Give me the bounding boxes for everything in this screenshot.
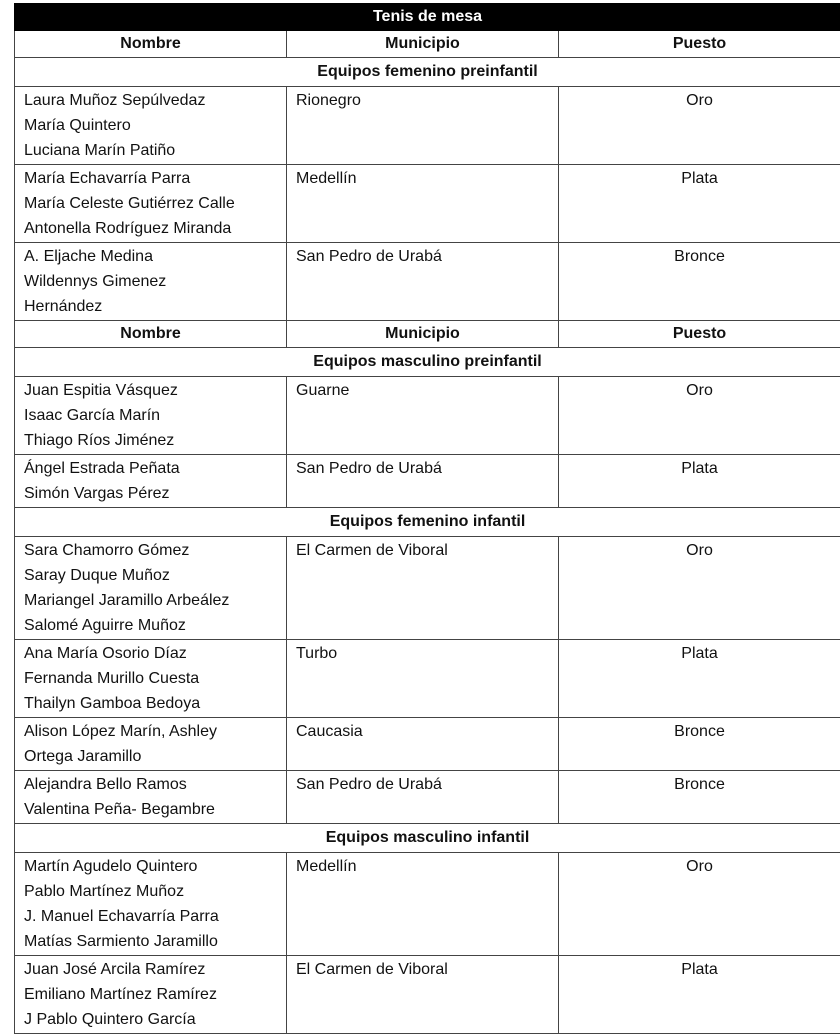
section-title: Equipos masculino infantil (15, 824, 840, 853)
cell-municipio: Turbo (287, 640, 559, 718)
cell-municipio: Caucasia (287, 718, 559, 771)
participant-name: Martín Agudelo Quintero (24, 854, 286, 879)
participant-name: Ángel Estrada Peñata (24, 456, 286, 481)
participant-name: Thiago Ríos Jiménez (24, 428, 286, 453)
section-row (15, 58, 840, 87)
cell-puesto: Plata (559, 956, 840, 1034)
participant-name: Luciana Marín Patiño (24, 138, 286, 163)
cell-nombre (15, 165, 287, 243)
participant-name: Simón Vargas Pérez (24, 481, 286, 506)
participant-name: Juan José Arcila Ramírez (24, 957, 286, 982)
participant-name: Sara Chamorro Gómez (24, 538, 286, 563)
column-header-municipio: Municipio (287, 321, 559, 348)
participant-name: María Celeste Gutiérrez Calle (24, 191, 286, 216)
cell-nombre (15, 718, 287, 771)
section-title: Equipos femenino infantil (15, 508, 840, 537)
participant-name: Ana María Osorio Díaz (24, 641, 286, 666)
table-row (15, 377, 840, 455)
participant-name: Hernández (24, 294, 286, 319)
participant-name: Emiliano Martínez Ramírez (24, 982, 286, 1007)
cell-municipio: El Carmen de Viboral (287, 537, 559, 640)
participant-name: Alison López Marín, Ashley (24, 719, 286, 744)
participant-name: Pablo Martínez Muñoz (24, 879, 286, 904)
column-header-nombre: Nombre (15, 31, 287, 58)
section-row (15, 508, 840, 537)
cell-municipio: San Pedro de Urabá (287, 455, 559, 508)
cell-puesto: Plata (559, 455, 840, 508)
section-title: Equipos masculino preinfantil (15, 348, 840, 377)
cell-puesto: Oro (559, 853, 840, 956)
cell-municipio: Medellín (287, 853, 559, 956)
column-header-municipio: Municipio (287, 31, 559, 58)
column-header-puesto: Puesto (559, 321, 840, 348)
table-row (15, 87, 840, 165)
section-row (15, 348, 840, 377)
header-row (15, 31, 840, 58)
table-row (15, 771, 840, 824)
participant-name: Mariangel Jaramillo Arbeález (24, 588, 286, 613)
participant-name: Juan Espitia Vásquez (24, 378, 286, 403)
participant-name: Matías Sarmiento Jaramillo (24, 929, 286, 954)
cell-puesto: Oro (559, 87, 840, 165)
participant-name: Thailyn Gamboa Bedoya (24, 691, 286, 716)
cell-puesto: Bronce (559, 243, 840, 321)
section-title: Equipos femenino preinfantil (15, 58, 840, 87)
participant-name: María Echavarría Parra (24, 166, 286, 191)
cell-nombre (15, 956, 287, 1034)
cell-municipio: Medellín (287, 165, 559, 243)
header-row (15, 321, 840, 348)
cell-nombre (15, 853, 287, 956)
table-row (15, 537, 840, 640)
table-title: Tenis de mesa (15, 4, 840, 31)
table-row (15, 165, 840, 243)
participant-name: J Pablo Quintero García (24, 1007, 286, 1032)
column-header-nombre: Nombre (15, 321, 287, 348)
participant-name: Salomé Aguirre Muñoz (24, 613, 286, 638)
cell-nombre (15, 87, 287, 165)
cell-puesto: Plata (559, 165, 840, 243)
cell-puesto: Oro (559, 537, 840, 640)
cell-nombre (15, 640, 287, 718)
table-row (15, 243, 840, 321)
table-row (15, 718, 840, 771)
participant-name: Fernanda Murillo Cuesta (24, 666, 286, 691)
cell-nombre (15, 455, 287, 508)
cell-municipio: San Pedro de Urabá (287, 243, 559, 321)
section-row (15, 824, 840, 853)
table-row (15, 455, 840, 508)
table-row (15, 640, 840, 718)
cell-puesto: Bronce (559, 771, 840, 824)
cell-nombre (15, 243, 287, 321)
participant-name: Ortega Jaramillo (24, 744, 286, 769)
participant-name: Alejandra Bello Ramos (24, 772, 286, 797)
participant-name: A. Eljache Medina (24, 244, 286, 269)
participant-name: María Quintero (24, 113, 286, 138)
participant-name: Antonella Rodríguez Miranda (24, 216, 286, 241)
cell-puesto: Bronce (559, 718, 840, 771)
cell-municipio: San Pedro de Urabá (287, 771, 559, 824)
table-row (15, 853, 840, 956)
cell-puesto: Plata (559, 640, 840, 718)
participant-name: Laura Muñoz Sepúlvedaz (24, 88, 286, 113)
participant-name: Saray Duque Muñoz (24, 563, 286, 588)
results-document (14, 3, 840, 1034)
participant-name: Isaac García Marín (24, 403, 286, 428)
cell-nombre (15, 377, 287, 455)
cell-municipio: Guarne (287, 377, 559, 455)
cell-nombre (15, 537, 287, 640)
results-table (14, 3, 840, 1034)
cell-municipio: Rionegro (287, 87, 559, 165)
table-row (15, 956, 840, 1034)
participant-name: Wildennys Gimenez (24, 269, 286, 294)
column-header-puesto: Puesto (559, 31, 840, 58)
participant-name: Valentina Peña- Begambre (24, 797, 286, 822)
results-table-body (15, 4, 840, 1034)
cell-municipio: El Carmen de Viboral (287, 956, 559, 1034)
cell-puesto: Oro (559, 377, 840, 455)
title-row (15, 4, 840, 31)
participant-name: J. Manuel Echavarría Parra (24, 904, 286, 929)
cell-nombre (15, 771, 287, 824)
